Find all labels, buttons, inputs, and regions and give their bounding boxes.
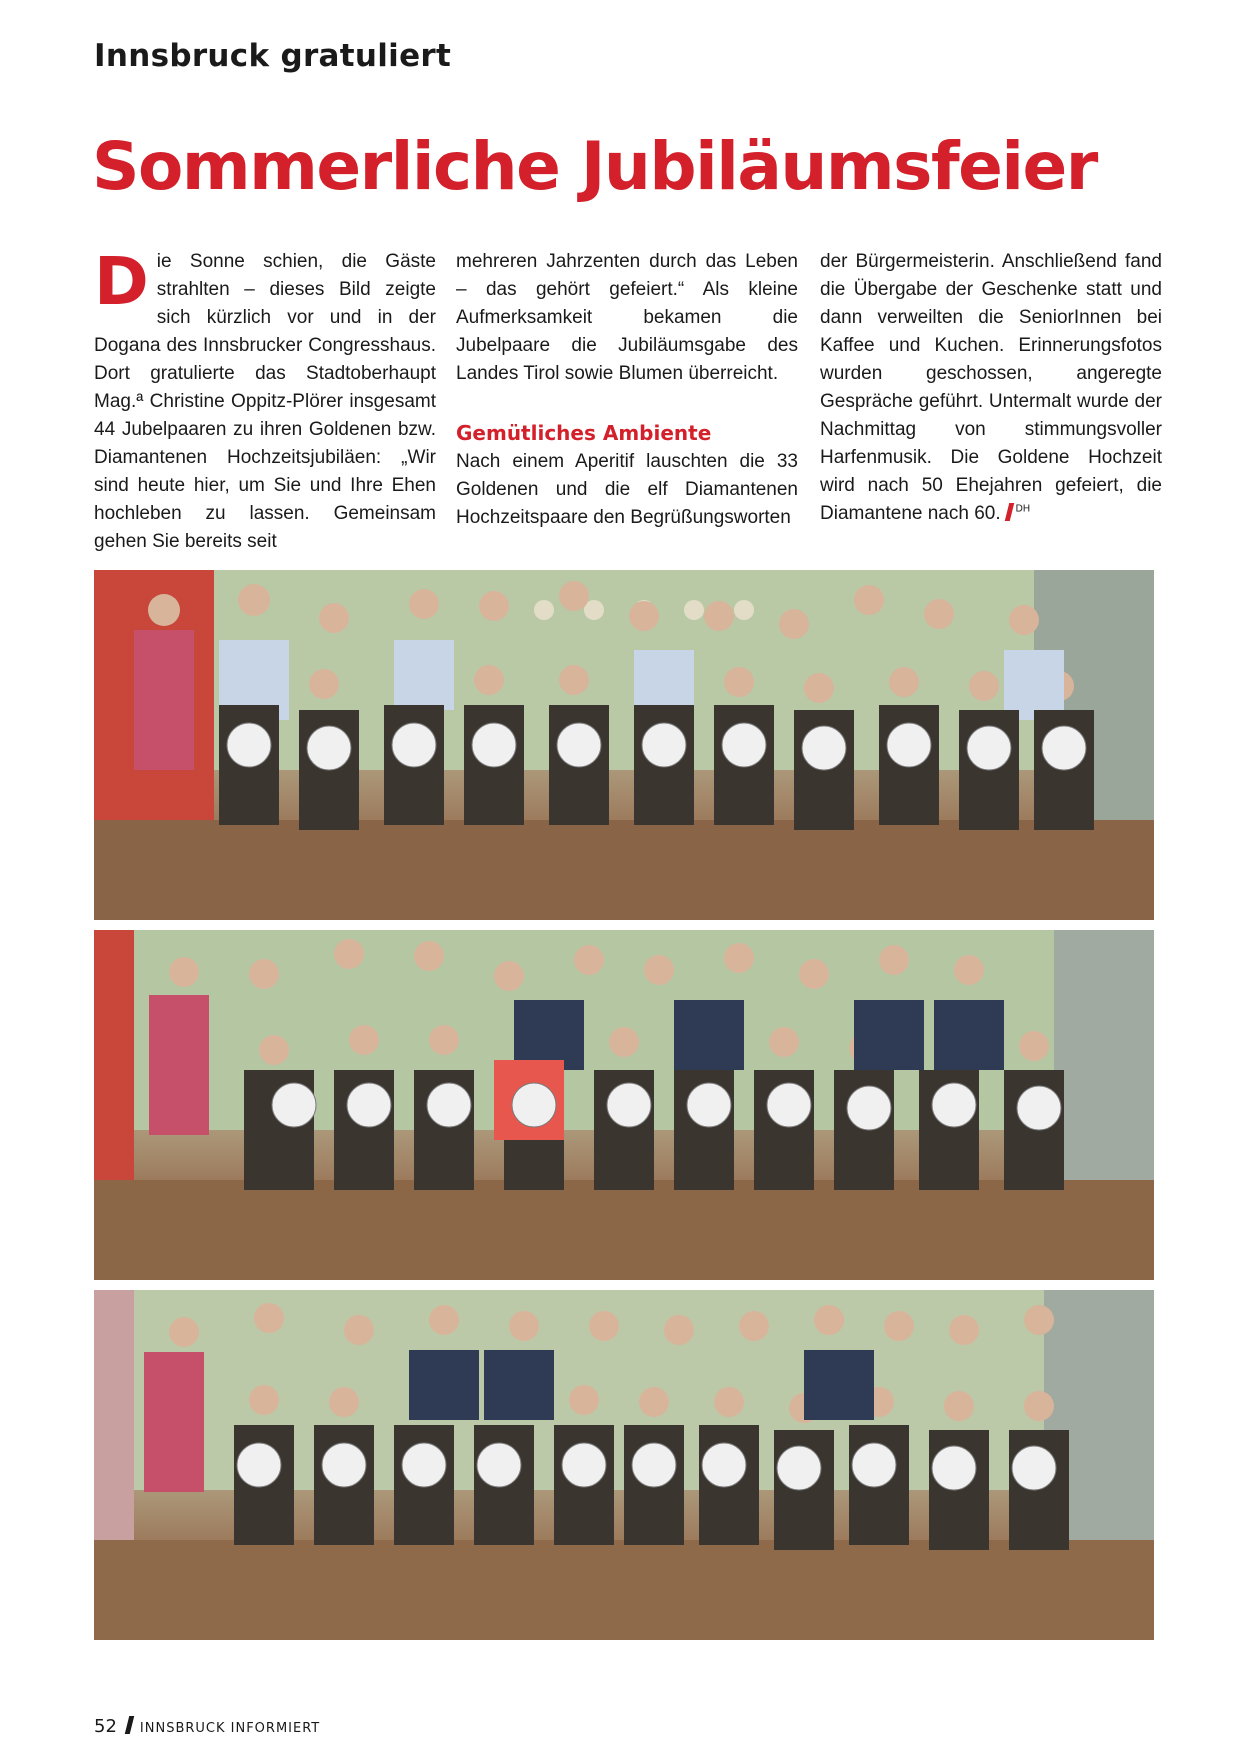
publication-name: INNSBRUCK INFORMIERT: [139, 1721, 321, 1736]
group-photo-1: [94, 570, 1154, 920]
section-title: Innsbruck gratuliert: [94, 38, 452, 74]
group-photo-3-image: [94, 1290, 1154, 1640]
article-paragraph-2: [0, 0, 1, 1]
group-photo-3: [94, 1290, 1154, 1640]
footer-divider-icon: [125, 1716, 134, 1734]
group-photo-2-image: [94, 930, 1154, 1280]
author-initials: DH: [1015, 503, 1031, 515]
article-headline: Sommerliche Jubiläumsfeier: [92, 128, 1097, 205]
end-mark-icon: [1004, 503, 1013, 521]
subheading: Gemütliches Ambiente: [456, 421, 712, 445]
group-photo-2: [94, 930, 1154, 1280]
drop-cap: D: [94, 243, 149, 320]
page-number: 52: [94, 1716, 117, 1737]
article-column-2: mehreren Jahrzenten durch das Leben – das gehört gefeiert.“ Als kleine Aufmerksamkeit bekamen die Jubelpaare die Jubiläumsgabe des Landes Tirol sowie Blumen überreicht. Gemütliches Ambiente Nach einem Aperitif lauschten die 33 Goldenen und die elf Diamantenen Hochzeitspaare den Begrüßungsworten: [456, 251, 798, 528]
page-footer: [94, 1716, 320, 1737]
group-photo-1-image: [94, 570, 1154, 920]
article-paragraph-1: [0, 0, 1, 1]
article-column-1: Die Sonne schien, die Gäste strahlten – dieses Bild zeigte sich kürzlich vor und in der Dogana des Innsbrucker Congresshaus. Dort gratulierte das Stadtoberhaupt Mag.ª Christine Oppitz-Plörer insgesamt 44 Jubelpaaren zu ihren Goldenen bzw. Diamantenen Hochzeitsjubiläen: „Wir sind heute hier, um Sie und Ihre Ehen hochleben zu lassen. Gemeinsam gehen Sie bereits seit: [94, 243, 436, 552]
article-column-3: der Bürgermeisterin. Anschließend fand die Übergabe der Geschenke statt und dann verweilten die SeniorInnen bei Kaffee und Kuchen. Erinnerungsfotos wurden geschossen, angeregte Gespräche geführt. Untermalt wurde der Nachmittag von stimmungsvoller Harfenmusik. Die Goldene Hochzeit wird nach 50 Ehejahren gefeiert, die Diamantene nach 60. $^{DH}$: [820, 251, 1162, 524]
